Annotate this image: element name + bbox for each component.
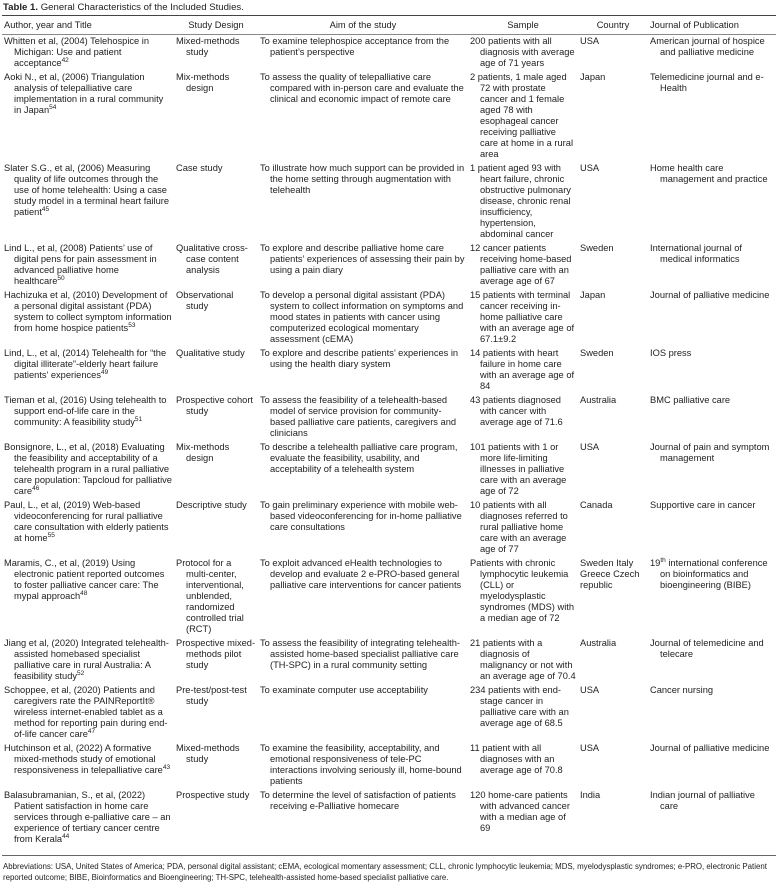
study-sample: 15 patients with terminal cancer receiving in-home palliative care with an average age of 67.1±9.2 bbox=[470, 290, 575, 344]
journal-name: IOS press bbox=[650, 348, 692, 358]
cell-design bbox=[174, 242, 258, 289]
study-country: Japan bbox=[580, 290, 606, 300]
study-design: Descriptive study bbox=[176, 500, 247, 510]
cell-journal bbox=[648, 35, 776, 72]
cell-sample bbox=[468, 394, 578, 441]
study-sample: 14 patients with heart failure in home care with an average age of 84 bbox=[470, 348, 575, 391]
cell-design bbox=[174, 394, 258, 441]
cell-author bbox=[2, 789, 174, 856]
cell-author bbox=[2, 394, 174, 441]
reference-number: 42 bbox=[61, 57, 69, 64]
study-design: Qualitative study bbox=[176, 348, 245, 358]
cell-journal bbox=[648, 441, 776, 499]
cell-sample bbox=[468, 441, 578, 499]
study-aim: To exploit advanced eHealth technologies to develop and evaluate 2 e-PRO-based general palliative care interventions for cancer patients bbox=[260, 558, 462, 590]
cell-country bbox=[578, 71, 648, 162]
author-title: Lind, L., et al, (2014) Telehealth for “the digital illiterate”-elderly heart failure patients’ experiences bbox=[4, 348, 167, 380]
cell-sample bbox=[468, 637, 578, 684]
author-title: Bonsignore, L., et al, (2018) Evaluating the feasibility and acceptability of a telehealth program in a rural palliative care population: Tapcloud for palliative care bbox=[4, 442, 172, 496]
cell-country bbox=[578, 289, 648, 347]
journal-name: International journal of medical informatics bbox=[650, 243, 742, 264]
cell-aim bbox=[258, 347, 468, 394]
reference-number: 52 bbox=[77, 670, 85, 677]
journal-name: American journal of hospice and palliative medicine bbox=[650, 36, 765, 57]
cell-author bbox=[2, 684, 174, 742]
study-country: USA bbox=[580, 743, 600, 753]
study-design: Mixed-methods study bbox=[176, 36, 240, 57]
study-aim: To examine telephospice acceptance from the patient’s perspective bbox=[260, 36, 450, 57]
study-aim: To gain preliminary experience with mobile web-based videoconferencing for in-home palliative care consultations bbox=[260, 500, 462, 532]
abbreviations-footnote: Abbreviations: USA, United States of America; PDA, personal digital assistant; cEMA, ecological momentary assessment; CLL, chronic lymphocytic leukemia; MDS, myelodysplastic syndromes; e-PRO, electronic Patient reported outcome; BIBE, Bioinformatics and Bioengineering; TH-SPC, telehealth-assisted home-based specialist palliative care. bbox=[3, 862, 767, 882]
journal-name: Journal of pain and symptom management bbox=[650, 442, 770, 463]
journal-ordinal-suffix: th bbox=[660, 557, 666, 564]
author-title: Tieman et al, (2016) Using telehealth to support end-of-life care in the community: A feasibility study bbox=[4, 395, 167, 427]
study-country: Japan bbox=[580, 72, 606, 82]
study-aim: To explore and describe patients’ experiences in using the health diary system bbox=[260, 348, 459, 369]
cell-design bbox=[174, 499, 258, 557]
journal-name: Supportive care in cancer bbox=[650, 500, 756, 510]
cell-design bbox=[174, 347, 258, 394]
study-country: Australia bbox=[580, 638, 617, 648]
study-country: USA bbox=[580, 685, 600, 695]
study-sample: 10 patients with all diagnoses referred to rural palliative home care with an average age of 77 bbox=[470, 500, 568, 554]
study-aim: To examine the feasibility, acceptability, and emotional responsiveness of tele-PC interactions involving seriously ill, home-bound patients bbox=[260, 743, 462, 786]
cell-aim bbox=[258, 242, 468, 289]
table-row bbox=[2, 441, 776, 499]
journal-name: Home health care management and practice bbox=[650, 163, 768, 184]
author-title: Balasubramanian, S., et al, (2022) Patient satisfaction in home care services through e-palliative care – an experience of tertiary cancer centre from Kerala bbox=[4, 790, 171, 844]
study-sample: 11 patient with all diagnoses with an average age of 70.8 bbox=[470, 743, 563, 775]
table-row bbox=[2, 499, 776, 557]
journal-name: international conference on bioinformatics and bioengineering (BIBE) bbox=[660, 558, 768, 590]
study-design: Case study bbox=[176, 163, 223, 173]
cell-author bbox=[2, 499, 174, 557]
author-title: Jiang et al, (2020) Integrated telehealth-assisted homebased specialist palliative care in rural Australia: A feasibility study bbox=[4, 638, 169, 681]
studies-table bbox=[2, 15, 776, 856]
study-sample: 120 home-care patients with advanced cancer with a median age of 69 bbox=[470, 790, 570, 833]
cell-country bbox=[578, 242, 648, 289]
table-row bbox=[2, 684, 776, 742]
study-country: USA bbox=[580, 442, 600, 452]
table-row bbox=[2, 394, 776, 441]
cell-sample bbox=[468, 71, 578, 162]
journal-name: Indian journal of palliative care bbox=[650, 790, 755, 811]
cell-design bbox=[174, 441, 258, 499]
cell-journal bbox=[648, 789, 776, 856]
cell-journal bbox=[648, 499, 776, 557]
header-author: Author, year and Title bbox=[4, 20, 92, 30]
table-row bbox=[2, 557, 776, 637]
cell-aim bbox=[258, 394, 468, 441]
study-design: Protocol for a multi-center, interventional, unblended, randomized controlled trial (RCT) bbox=[176, 558, 244, 634]
study-sample: 1 patient aged 93 with heart failure, chronic obstructive pulmonary disease, chronic renal insufficiency, hypertension, abdominal cancer bbox=[470, 163, 571, 239]
study-aim: To assess the quality of telepalliative care compared with in-person care and evaluate the clinical and economic impact of remote care bbox=[260, 72, 464, 104]
cell-sample bbox=[468, 162, 578, 242]
cell-journal bbox=[648, 742, 776, 789]
study-design: Observational study bbox=[176, 290, 234, 311]
study-aim: To describe a telehealth palliative care program, evaluate the feasibility, usability, and acceptability of a telehealth system bbox=[260, 442, 458, 474]
cell-country bbox=[578, 637, 648, 684]
cell-sample bbox=[468, 742, 578, 789]
cell-author bbox=[2, 742, 174, 789]
reference-number: 44 bbox=[62, 833, 70, 840]
reference-number: 51 bbox=[134, 416, 143, 423]
author-title: Paul, L., et al, (2019) Web-based videoconferencing for rural palliative care consultation with elderly patients at home bbox=[4, 500, 169, 543]
author-title: Hutchinson et al, (2022) A formative mixed-methods study of emotional responsiveness in telepalliative care bbox=[4, 743, 163, 775]
cell-country bbox=[578, 789, 648, 856]
study-country: Australia bbox=[580, 395, 617, 405]
cell-aim bbox=[258, 637, 468, 684]
author-title: Maramis, C., et al, (2019) Using electronic patient reported outcomes to foster palliative cancer care: The mypal approach bbox=[4, 558, 165, 601]
header-country: Country bbox=[596, 20, 630, 30]
cell-journal bbox=[648, 557, 776, 637]
table-row bbox=[2, 347, 776, 394]
cell-country bbox=[578, 557, 648, 637]
journal-name: Journal of palliative medicine bbox=[650, 743, 770, 753]
reference-number: 48 bbox=[80, 590, 88, 597]
reference-number: 46 bbox=[32, 485, 40, 492]
cell-design bbox=[174, 684, 258, 742]
header-sample: Sample bbox=[507, 20, 539, 30]
cell-author bbox=[2, 242, 174, 289]
table-label: Table 1. bbox=[3, 2, 39, 13]
cell-aim bbox=[258, 71, 468, 162]
cell-country bbox=[578, 394, 648, 441]
cell-journal bbox=[648, 242, 776, 289]
journal-name: Journal of telemedicine and telecare bbox=[650, 638, 764, 659]
journal-name: Journal of palliative medicine bbox=[650, 290, 770, 300]
cell-sample bbox=[468, 684, 578, 742]
cell-aim bbox=[258, 162, 468, 242]
cell-country bbox=[578, 347, 648, 394]
author-title: Aoki N., et al, (2006) Triangulation analysis of telepalliative care implementation in a rural community in Japan bbox=[4, 72, 164, 115]
table-header-row bbox=[2, 16, 776, 35]
study-sample: 200 patients with all diagnosis with average age of 71 years bbox=[470, 36, 575, 68]
cell-journal bbox=[648, 71, 776, 162]
cell-author bbox=[2, 35, 174, 72]
study-design: Prospective cohort study bbox=[176, 395, 253, 416]
cell-country bbox=[578, 441, 648, 499]
author-title: Hachizuka et al, (2010) Development of a personal digital assistant (PDA) system to collect symptom information from home hospice patients bbox=[4, 290, 172, 333]
cell-aim bbox=[258, 742, 468, 789]
reference-number: 53 bbox=[128, 322, 136, 329]
reference-number: 54 bbox=[49, 104, 57, 111]
cell-journal bbox=[648, 637, 776, 684]
cell-sample bbox=[468, 557, 578, 637]
table-row bbox=[2, 742, 776, 789]
table-row bbox=[2, 71, 776, 162]
cell-country bbox=[578, 684, 648, 742]
cell-author bbox=[2, 441, 174, 499]
cell-sample bbox=[468, 289, 578, 347]
cell-country bbox=[578, 499, 648, 557]
cell-country bbox=[578, 162, 648, 242]
cell-country bbox=[578, 742, 648, 789]
journal-name: BMC palliative care bbox=[650, 395, 731, 405]
study-design: Mix-methods design bbox=[176, 442, 230, 463]
table-caption bbox=[3, 2, 776, 13]
journal-ordinal: 19 bbox=[650, 558, 661, 568]
study-aim: To assess the feasibility of integrating telehealth-assisted home-based specialist palliative care (TH-SPC) in a rural community setting bbox=[260, 638, 460, 670]
header-journal: Journal of Publication bbox=[650, 20, 739, 30]
reference-number: 55 bbox=[47, 532, 55, 539]
author-title: Lind L., et al, (2008) Patients’ use of digital pens for pain assessment in advanced palliative home healthcare bbox=[4, 243, 157, 286]
table-row bbox=[2, 789, 776, 856]
study-sample: 2 patients, 1 male aged 72 with prostate cancer and 1 female aged 78 with esophageal cancer receiving palliative care at home in a rural area bbox=[470, 72, 574, 159]
journal-name: Cancer nursing bbox=[650, 685, 714, 695]
study-design: Mix-methods design bbox=[176, 72, 230, 93]
author-title: Whitten et al, (2004) Telehospice in Michigan: Use and patient acceptance bbox=[4, 36, 150, 68]
cell-aim bbox=[258, 441, 468, 499]
cell-sample bbox=[468, 242, 578, 289]
reference-number: 49 bbox=[101, 369, 109, 376]
table-title: General Characteristics of the Included Studies. bbox=[40, 2, 244, 13]
study-country: USA bbox=[580, 36, 600, 46]
table-row bbox=[2, 289, 776, 347]
study-aim: To examinate computer use acceptability bbox=[260, 685, 428, 695]
study-design: Mixed-methods study bbox=[176, 743, 240, 764]
study-sample: 234 patients with end-stage cancer in palliative care with an average age of 68.5 bbox=[470, 685, 569, 728]
cell-aim bbox=[258, 684, 468, 742]
cell-author bbox=[2, 162, 174, 242]
cell-aim bbox=[258, 35, 468, 72]
study-country: Sweden bbox=[580, 243, 614, 253]
cell-design bbox=[174, 557, 258, 637]
cell-journal bbox=[648, 162, 776, 242]
reference-number: 47 bbox=[87, 728, 96, 735]
study-aim: To explore and describe palliative home care patients’ experiences of assessing their pain by using a pain diary bbox=[260, 243, 465, 275]
cell-author bbox=[2, 71, 174, 162]
table-body bbox=[2, 35, 776, 856]
study-country: India bbox=[580, 790, 601, 800]
study-aim: To develop a personal digital assistant (PDA) system to collect information on symptoms and mood states in patients with cancer using computerized ecological momentary assessment (cEMA) bbox=[260, 290, 464, 344]
cell-country bbox=[578, 35, 648, 72]
author-title: Schoppee, et al, (2020) Patients and caregivers rate the PAINReportIt® wireless internet-enabled tablet as a method for reporting pain during end-of-life cancer care bbox=[4, 685, 168, 739]
cell-aim bbox=[258, 289, 468, 347]
study-aim: To illustrate how much support can be provided in the home setting through augmentation with telehealth bbox=[260, 163, 465, 195]
study-country: Canada bbox=[580, 500, 613, 510]
cell-journal bbox=[648, 684, 776, 742]
cell-sample bbox=[468, 347, 578, 394]
cell-design bbox=[174, 71, 258, 162]
study-design: Qualitative cross-case content analysis bbox=[176, 243, 248, 275]
table-row bbox=[2, 637, 776, 684]
study-sample: Patients with chronic lymphocytic leukemia (CLL) or myelodysplastic syndromes (MDS) with a median age of 72 bbox=[470, 558, 575, 623]
study-country: Sweden bbox=[580, 348, 614, 358]
header-design: Study Design bbox=[188, 20, 244, 30]
reference-number: 50 bbox=[57, 275, 65, 282]
table-row bbox=[2, 242, 776, 289]
cell-sample bbox=[468, 35, 578, 72]
study-aim: To assess the feasibility of a telehealth-based model of service provision for community-based palliative care patients, caregivers and clinicians bbox=[260, 395, 457, 438]
cell-design bbox=[174, 742, 258, 789]
study-aim: To determine the level of satisfaction of patients receiving e-Palliative homecare bbox=[260, 790, 456, 811]
study-sample: 43 patients diagnosed with cancer with average age of 71.6 bbox=[470, 395, 563, 427]
cell-author bbox=[2, 637, 174, 684]
study-design: Prospective mixed-methods pilot study bbox=[176, 638, 256, 670]
study-country: USA bbox=[580, 163, 600, 173]
cell-aim bbox=[258, 557, 468, 637]
cell-journal bbox=[648, 347, 776, 394]
study-design: Prospective study bbox=[176, 790, 250, 800]
cell-author bbox=[2, 289, 174, 347]
study-sample: 101 patients with 1 or more life-limiting illnesses in palliative care with an average age of 72 bbox=[470, 442, 567, 496]
reference-number: 45 bbox=[41, 206, 50, 213]
table-row bbox=[2, 162, 776, 242]
study-country: Sweden Italy Greece Czech republic bbox=[580, 558, 640, 590]
study-sample: 21 patients with a diagnosis of malignancy or not with an average age of 70.4 bbox=[470, 638, 576, 681]
study-design: Pre-test/post-test study bbox=[176, 685, 247, 706]
cell-aim bbox=[258, 499, 468, 557]
cell-design bbox=[174, 637, 258, 684]
cell-journal bbox=[648, 394, 776, 441]
cell-author bbox=[2, 557, 174, 637]
table-row bbox=[2, 35, 776, 72]
reference-number: 43 bbox=[162, 764, 171, 771]
cell-aim bbox=[258, 789, 468, 856]
cell-journal bbox=[648, 289, 776, 347]
study-sample: 12 cancer patients receiving home-based palliative care with an average age of 67 bbox=[470, 243, 572, 286]
cell-sample bbox=[468, 499, 578, 557]
cell-design bbox=[174, 789, 258, 856]
cell-design bbox=[174, 162, 258, 242]
author-title: Slater S.G., et al, (2006) Measuring quality of life outcomes through the use of home telehealth: Using a case study model in a terminal heart failure patient bbox=[4, 163, 170, 217]
cell-author bbox=[2, 347, 174, 394]
journal-name: Telemedicine journal and e-Health bbox=[650, 72, 764, 93]
cell-design bbox=[174, 289, 258, 347]
cell-design bbox=[174, 35, 258, 72]
header-aim: Aim of the study bbox=[329, 20, 397, 30]
cell-sample bbox=[468, 789, 578, 856]
